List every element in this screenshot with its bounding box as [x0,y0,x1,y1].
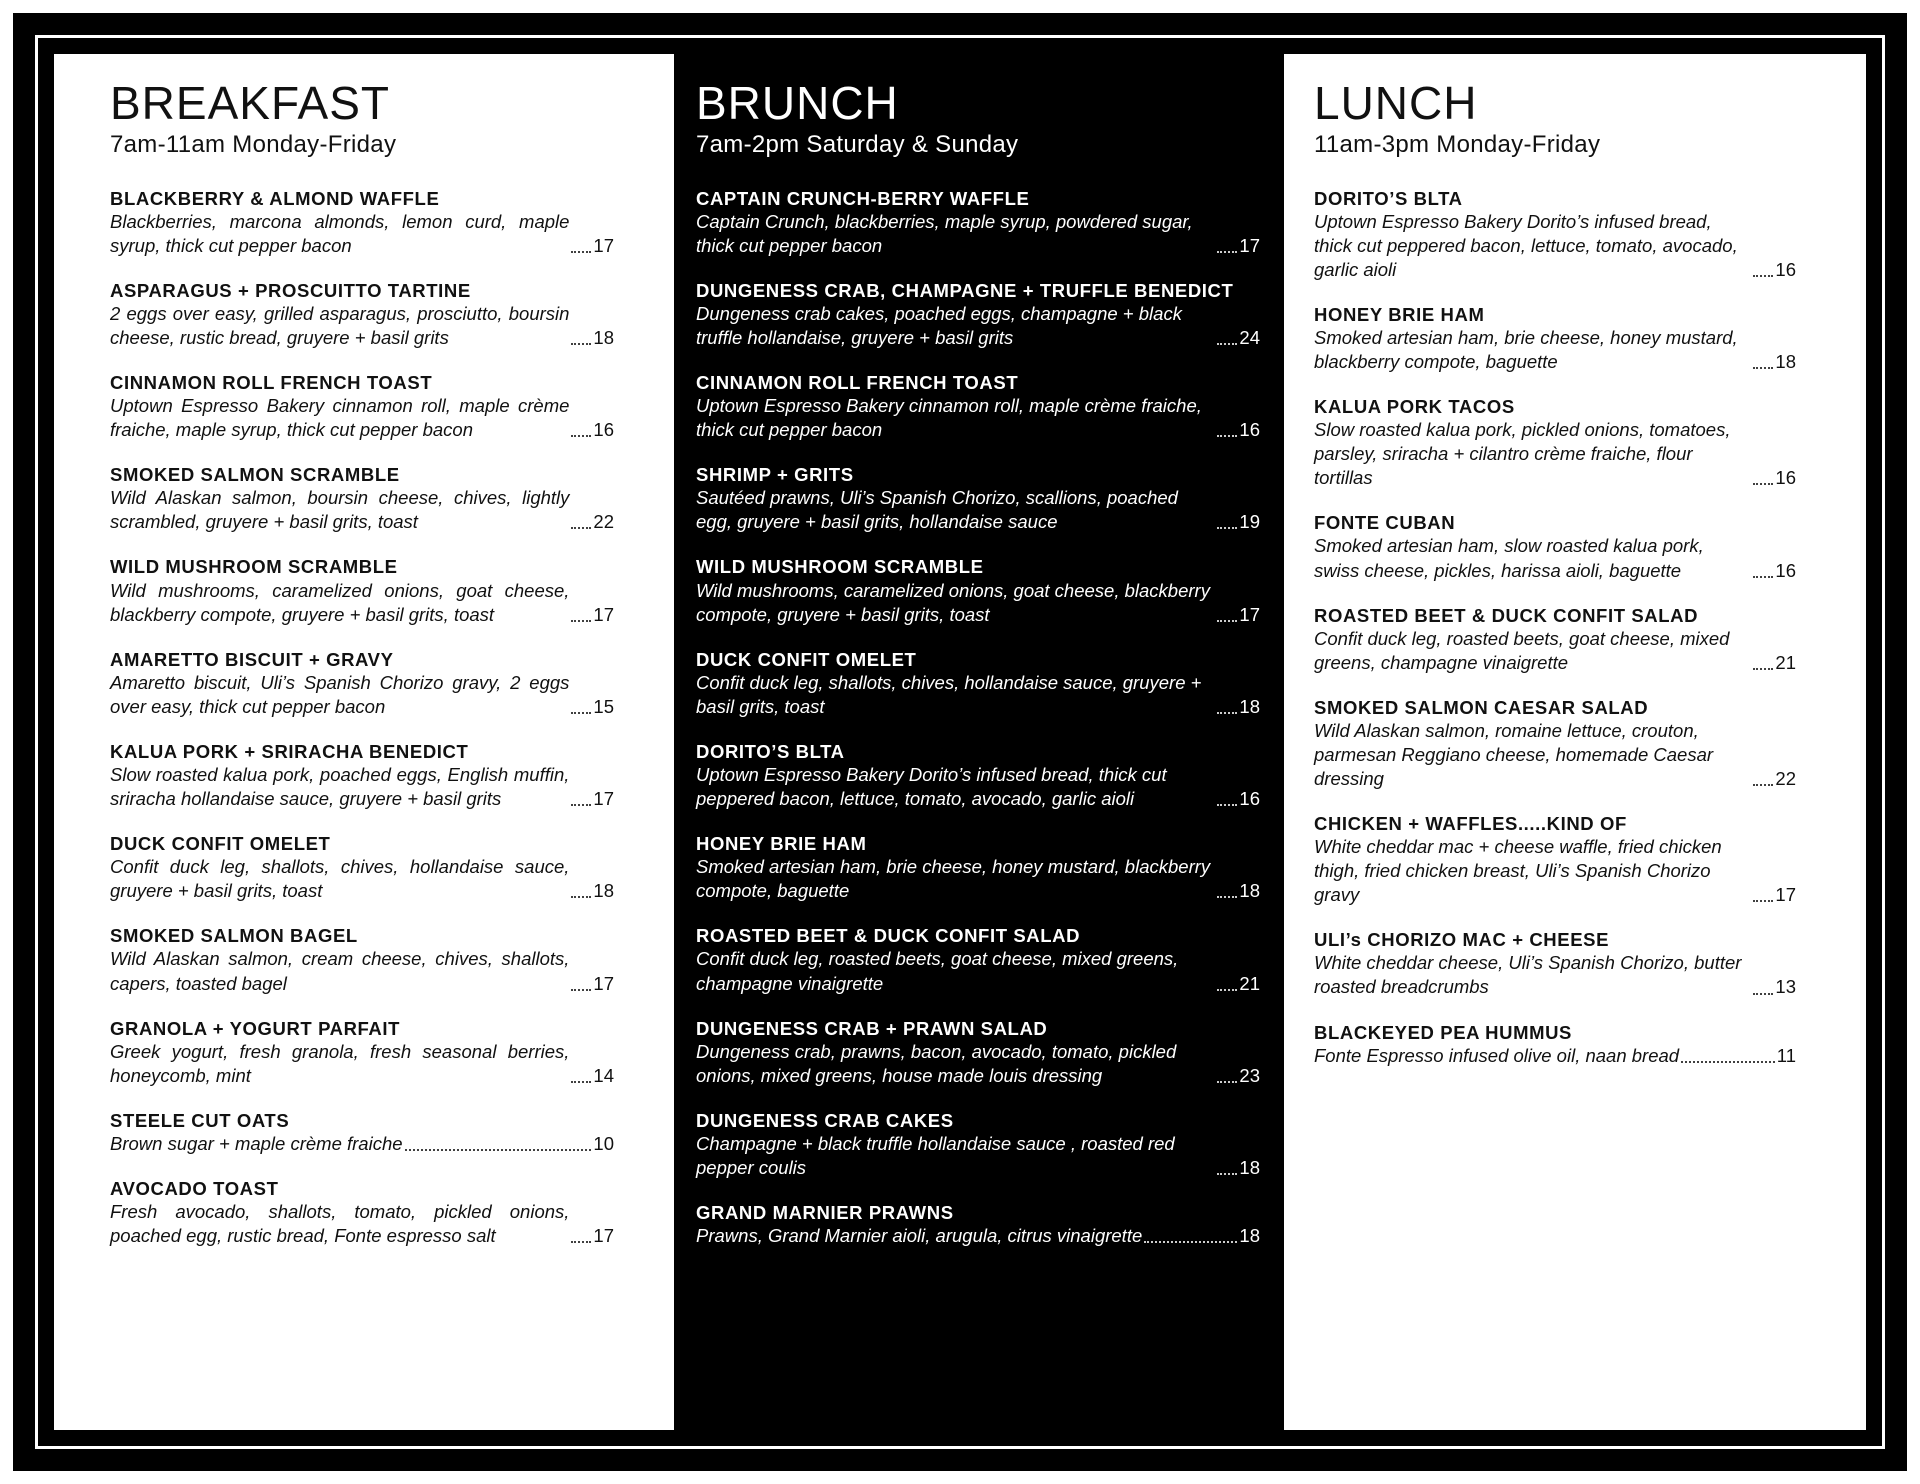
menu-item-price: 19 [1239,511,1260,533]
menu-item-name: STEELE CUT OATS [110,1109,290,1131]
lunch-column [1284,54,1866,1430]
menu-item-price: 16 [1775,467,1796,489]
menu-item-description-row [696,486,1260,534]
menu-item-description: Wild mushrooms, caramelized onions, goat cheese, blackberry compote, gruyere + basil grits, toast [110,579,570,625]
menu-item [110,279,614,350]
menu-item-name: CINNAMON ROLL FRENCH TOAST [696,372,1019,394]
menu-item-description-row [110,302,614,350]
brunch-column [674,54,1284,1430]
dot-leader [1681,1061,1775,1063]
menu-item-price: 18 [1239,1225,1260,1247]
menu-item [1314,604,1796,675]
menu-item [696,924,1260,995]
menu-item [1314,1021,1796,1068]
dot-leader [1144,1241,1237,1243]
menu-item-name: GRAND MARNIER PRAWNS [696,1202,954,1223]
menu-item-price: 18 [1775,351,1796,373]
menu-item-description: Fonte Espresso infused olive oil, naan bread [1314,1044,1680,1066]
menu-item [110,187,614,258]
menu-item [696,1201,1260,1248]
menu-outer-border [13,13,1907,1471]
breakfast-heading: BREAKFAST [110,77,390,129]
menu-page [54,54,1866,1430]
menu-item-description-row [1314,326,1796,374]
menu-item-description-row [696,947,1260,995]
dot-leader [1753,483,1773,485]
menu-item-price: 18 [1239,880,1260,902]
menu-item-description-row [110,579,614,627]
dot-leader [1217,1081,1237,1083]
breakfast-items [110,187,614,1249]
menu-item-description: Smoked artesian ham, slow roasted kalua pork, swiss cheese, pickles, harissa aioli, baguette [1314,535,1704,581]
menu-item [696,740,1260,811]
dot-leader [571,989,591,991]
menu-item-name: FONTE CUBAN [1314,512,1456,534]
menu-item-name: DUNGENESS CRAB + PRAWN SALAD [696,1017,1048,1039]
menu-item-description-row [696,1132,1260,1180]
dot-leader [1753,668,1773,670]
menu-item-description: Champagne + black truffle hollandaise sauce , roasted red pepper coulis [696,1132,1175,1178]
dot-leader [571,435,591,437]
dot-leader [1217,251,1237,253]
menu-item-price: 17 [593,788,614,810]
menu-item-name: DUCK CONFIT OMELET [696,648,917,670]
menu-item-description: White cheddar mac + cheese waffle, fried chicken thigh, fried chicken breast, Uli’s Spanish Chorizo gravy [1314,836,1722,906]
menu-item-price: 18 [1239,695,1260,717]
menu-item-name: DORITO’S BLTA [696,740,845,762]
menu-item-description-row [1314,210,1796,282]
menu-item [110,832,614,903]
menu-item-description: Wild mushrooms, caramelized onions, goat cheese, blackberry compote, gruyere + basil grits, toast [696,579,1210,625]
menu-item-description-row [696,302,1260,350]
menu-item-description: White cheddar cheese, Uli’s Spanish Chorizo, butter roasted breadcrumbs [1314,952,1742,998]
menu-item [110,924,614,995]
menu-item-description-row [110,763,614,811]
menu-item-description: Greek yogurt, fresh granola, fresh seasonal berries, honeycomb, mint [110,1040,570,1086]
menu-item-price: 22 [593,511,614,533]
dot-leader [1753,367,1773,369]
menu-item [1314,696,1796,791]
lunch-heading: LUNCH [1314,77,1478,129]
menu-item-description: Fresh avocado, shallots, tomato, pickled onions, poached egg, rustic bread, Fonte espresso salt [110,1201,570,1247]
dot-leader [571,896,591,898]
dot-leader [571,527,591,529]
menu-item [1314,395,1796,490]
menu-item-name: HONEY BRIE HAM [696,833,867,855]
dot-leader [1753,275,1773,277]
menu-item-name: KALUA PORK + SRIRACHA BENEDICT [110,740,469,762]
menu-item-description-row [696,394,1260,442]
lunch-hours: 11am-3pm Monday-Friday [1314,130,1601,158]
menu-item-name: KALUA PORK TACOS [1314,396,1515,418]
menu-item-description: Dungeness crab, prawns, bacon, avocado, tomato, pickled onions, mixed greens, house made louis dressing [696,1040,1177,1086]
menu-item [110,1177,614,1248]
menu-item-price: 24 [1239,326,1260,348]
menu-item-name: AVOCADO TOAST [110,1177,279,1199]
menu-item-name: SMOKED SALMON BAGEL [110,925,358,947]
menu-item [1314,812,1796,907]
dot-leader [1217,804,1237,806]
menu-item-description-row [1314,951,1796,999]
menu-item-description: Confit duck leg, roasted beets, goat cheese, mixed greens, champagne vinaigrette [1314,627,1730,673]
menu-item-description: Uptown Espresso Bakery Dorito’s infused bread, thick cut peppered bacon, lettuce, tomato, avocado, garlic aioli [696,764,1167,810]
menu-item-name: GRANOLA + YOGURT PARFAIT [110,1017,401,1039]
menu-item [696,187,1260,258]
dot-leader [571,1241,591,1243]
dot-leader [405,1149,592,1151]
menu-item-description-row [110,671,614,719]
lunch-items [1314,187,1796,1068]
menu-item-name: ROASTED BEET & DUCK CONFIT SALAD [1314,604,1699,626]
menu-item [110,1109,614,1156]
menu-item [696,1017,1260,1088]
menu-item-name: BLACKEYED PEA HUMMUS [1314,1021,1572,1043]
menu-item-price: 17 [1239,234,1260,256]
menu-item-name: CINNAMON ROLL FRENCH TOAST [110,372,433,394]
dot-leader [571,620,591,622]
dot-leader [1217,435,1237,437]
menu-item-price: 13 [1775,976,1796,998]
menu-item-name: ULI’s CHORIZO MAC + CHEESE [1314,929,1610,951]
breakfast-hours: 7am-11am Monday-Friday [110,130,397,158]
menu-item [110,463,614,534]
menu-item-description: Smoked artesian ham, brie cheese, honey mustard, blackberry compote, baguette [696,856,1211,902]
dot-leader [1753,784,1773,786]
menu-item [696,1109,1260,1180]
menu-item-name: WILD MUSHROOM SCRAMBLE [110,556,398,578]
menu-item [696,371,1260,442]
menu-item [696,832,1260,903]
menu-item-description-row [696,579,1260,627]
dot-leader [571,1081,591,1083]
menu-item-description-row [1314,627,1796,675]
breakfast-column [54,54,654,1430]
menu-item-description-row [1314,719,1796,791]
menu-item-description: Captain Crunch, blackberries, maple syrup, powdered sugar, thick cut pepper bacon [696,210,1193,256]
menu-item-description-row [1314,1044,1796,1068]
dot-leader [571,343,591,345]
menu-item-name: DUNGENESS CRAB CAKES [696,1109,954,1131]
menu-item-description: Confit duck leg, shallots, chives, hollandaise sauce, gruyere + basil grits, toast [110,856,570,902]
dot-leader [1217,712,1237,714]
menu-item [696,555,1260,626]
menu-item-description-row [110,947,614,995]
menu-item-description: Confit duck leg, roasted beets, goat cheese, mixed greens, champagne vinaigrette [696,948,1179,994]
menu-item-description-row [696,855,1260,903]
dot-leader [1217,1173,1237,1175]
menu-item-name: CHICKEN + WAFFLES.....KIND OF [1314,813,1627,835]
dot-leader [1753,900,1773,902]
menu-item-description-row [110,1132,614,1156]
menu-item-name: CAPTAIN CRUNCH-BERRY WAFFLE [696,187,1030,209]
menu-item-name: WILD MUSHROOM SCRAMBLE [696,556,984,578]
dot-leader [1217,343,1237,345]
menu-item-price: 17 [593,603,614,625]
menu-item-description-row [696,210,1260,258]
menu-item-price: 23 [1239,1064,1260,1086]
menu-item-name: SHRIMP + GRITS [696,464,854,486]
menu-item-price: 21 [1239,972,1260,994]
dot-leader [1217,896,1237,898]
menu-item-price: 17 [593,1225,614,1247]
dot-leader [1753,993,1773,995]
menu-item-description-row [110,1040,614,1088]
menu-item-price: 18 [1239,1156,1260,1178]
menu-item-description-row [1314,534,1796,582]
menu-item [696,648,1260,719]
menu-item [696,279,1260,350]
menu-item-description-row [696,1224,1260,1248]
dot-leader [571,804,591,806]
menu-item-name: SMOKED SALMON SCRAMBLE [110,464,400,486]
menu-item [110,648,614,719]
menu-item-name: ASPARAGUS + PROSCUITTO TARTINE [110,279,471,301]
menu-item-price: 17 [1775,884,1796,906]
dot-leader [1217,620,1237,622]
menu-item [1314,303,1796,374]
menu-item-description: Blackberries, marcona almonds, lemon curd, maple syrup, thick cut pepper bacon [110,210,570,256]
menu-item-description: Wild Alaskan salmon, cream cheese, chives, shallots, capers, toasted bagel [110,948,570,994]
brunch-heading: BRUNCH [696,77,899,129]
menu-item-description-row [110,210,614,258]
menu-frame [35,35,1885,1449]
menu-item-description: Smoked artesian ham, brie cheese, honey mustard, blackberry compote, baguette [1314,326,1738,373]
menu-item-price: 15 [593,695,614,717]
dot-leader [571,712,591,714]
menu-item-price: 14 [593,1064,614,1086]
menu-item-description: 2 eggs over easy, grilled asparagus, prosciutto, boursin cheese, rustic bread, gruyere + basil grits [110,302,570,348]
menu-item-price: 22 [1775,768,1796,789]
menu-item-price: 16 [1239,788,1260,810]
dot-leader [1217,989,1237,991]
menu-item-description-row [1314,835,1796,907]
menu-item-description: Uptown Espresso Bakery cinnamon roll, maple crème fraiche, maple syrup, thick cut pepper bacon [110,395,570,441]
brunch-hours: 7am-2pm Saturday & Sunday [696,130,1019,158]
menu-item-description: Dungeness crab cakes, poached eggs, champagne + black truffle hollandaise, gruyere + basil grits [696,302,1182,348]
menu-item-description-row [696,671,1260,719]
menu-item-description: Prawns, Grand Marnier aioli, arugula, citrus vinaigrette [696,1225,1143,1247]
menu-item-description: Uptown Espresso Bakery cinnamon roll, maple crème fraiche, thick cut pepper bacon [696,395,1202,441]
menu-item-name: HONEY BRIE HAM [1314,303,1485,325]
menu-item-description: Sautéed prawns, Uli’s Spanish Chorizo, scallions, poached egg, gruyere + basil grits, hollandaise sauce [696,487,1178,533]
menu-item-description: Confit duck leg, shallots, chives, hollandaise sauce, gruyere + basil grits, toast [696,671,1202,717]
menu-item-description: Slow roasted kalua pork, poached eggs, English muffin, sriracha hollandaise sauce, gruyere + basil grits [110,764,570,810]
menu-item-price: 17 [1239,603,1260,625]
dot-leader [571,251,591,253]
menu-item-price: 10 [593,1132,614,1154]
menu-item-price: 16 [1239,419,1260,441]
menu-item [1314,928,1796,999]
menu-item-price: 18 [593,326,614,348]
menu-item [110,740,614,811]
menu-item-description-row [110,486,614,534]
menu-item-name: BLACKBERRY & ALMOND WAFFLE [110,187,440,209]
menu-item-price: 18 [593,880,614,902]
menu-item-name: DUNGENESS CRAB, CHAMPAGNE + TRUFFLE BENEDICT [696,279,1234,301]
menu-item [1314,187,1796,282]
menu-item-name: SMOKED SALMON CAESAR SALAD [1314,696,1649,718]
menu-item-description: Slow roasted kalua pork, pickled onions, tomatoes, parsley, sriracha + cilantro crème fraiche, flour tortillas [1314,419,1731,489]
menu-item-name: DORITO’S BLTA [1314,187,1463,209]
dot-leader [1753,576,1773,578]
menu-item-description-row [1314,418,1796,490]
menu-item-price: 21 [1775,651,1796,673]
menu-item-price: 11 [1776,1044,1796,1066]
menu-item-price: 16 [593,419,614,441]
menu-item-description-row [696,1040,1260,1088]
menu-item [696,463,1260,534]
menu-item-description: Uptown Espresso Bakery Dorito’s infused bread, thick cut peppered bacon, lettuce, tomato, avocado, garlic aioli [1314,210,1738,280]
menu-item-description-row [110,1200,614,1248]
menu-item [110,1017,614,1088]
menu-item-description-row [110,855,614,903]
menu-item [1314,511,1796,582]
dot-leader [1217,527,1237,529]
menu-item-name: DUCK CONFIT OMELET [110,833,331,855]
menu-item-price: 16 [1775,258,1796,280]
menu-item-description: Brown sugar + maple crème fraiche [110,1132,403,1154]
menu-item-price: 17 [593,972,614,994]
menu-item [110,555,614,626]
menu-item [110,371,614,442]
menu-item-description-row [696,763,1260,811]
menu-item-price: 16 [1775,559,1796,581]
menu-item-name: AMARETTO BISCUIT + GRAVY [110,648,394,670]
menu-item-name: ROASTED BEET & DUCK CONFIT SALAD [696,925,1081,947]
menu-item-description-row [110,394,614,442]
menu-item-description: Amaretto biscuit, Uli’s Spanish Chorizo gravy, 2 eggs over easy, thick cut pepper bacon [110,671,570,717]
menu-item-price: 17 [593,234,614,256]
menu-item-description: Wild Alaskan salmon, romaine lettuce, crouton, parmesan Reggiano cheese, homemade Caesar dressing [1314,719,1714,789]
brunch-items [696,187,1260,1249]
menu-item-description: Wild Alaskan salmon, boursin cheese, chives, lightly scrambled, gruyere + basil grits, toast [110,487,570,533]
